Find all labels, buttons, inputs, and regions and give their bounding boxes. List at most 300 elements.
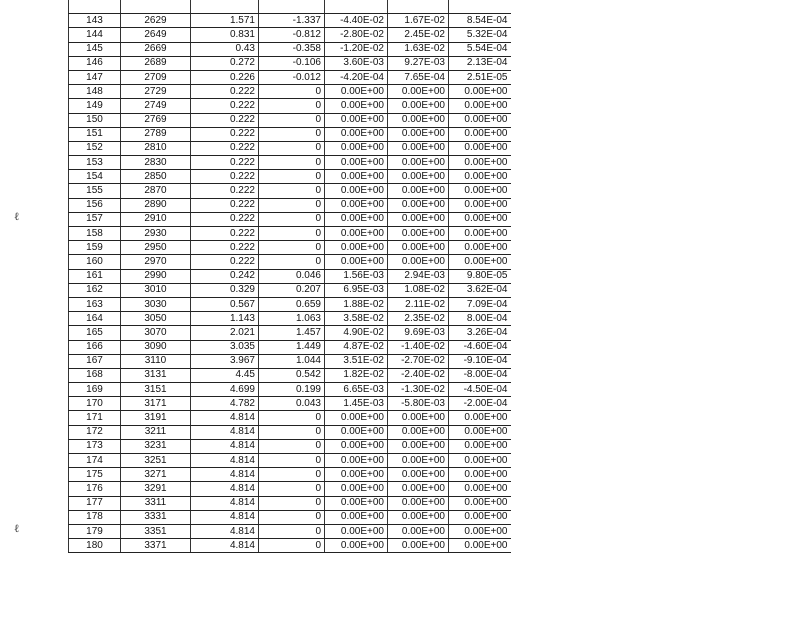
- table-cell: 0.199: [259, 383, 325, 397]
- table-cell: 151: [69, 127, 121, 141]
- table-cell: 0.222: [191, 156, 259, 170]
- table-row: [69, 170, 511, 184]
- table-row: [69, 283, 511, 297]
- table-cell: 0.00E+00: [388, 510, 449, 524]
- table-cell: 0.00E+00: [325, 198, 388, 212]
- table-cell: -2.80E-02: [325, 28, 388, 42]
- table-cell: 3171: [121, 397, 191, 411]
- table-cell: 2990: [121, 269, 191, 283]
- table-row: [69, 368, 511, 382]
- table-cell: 0.222: [191, 241, 259, 255]
- table-cell: 4.814: [191, 482, 259, 496]
- table-row: [69, 425, 511, 439]
- table-cell: 0.00E+00: [325, 85, 388, 99]
- table-row: [69, 312, 511, 326]
- table-cell: 2709: [121, 70, 191, 84]
- table-cell: 0.00E+00: [325, 255, 388, 269]
- table-cell: 2.45E-02: [388, 28, 449, 42]
- table-cell: 0.00E+00: [325, 524, 388, 538]
- table-cell: 0.00E+00: [325, 241, 388, 255]
- table-row: [69, 113, 511, 127]
- table-cell: 2649: [121, 28, 191, 42]
- table-cell: 0.222: [191, 184, 259, 198]
- table-cell: 0.00E+00: [325, 227, 388, 241]
- table-cell: 0.222: [191, 141, 259, 155]
- table-cell: 0.00E+00: [388, 439, 449, 453]
- table-cell: 0: [259, 454, 325, 468]
- table-cell: 153: [69, 156, 121, 170]
- table-cell: 2.13E-04: [449, 56, 511, 70]
- table-cell: 1.56E-03: [325, 269, 388, 283]
- table-cell: [259, 0, 325, 14]
- table-cell: 146: [69, 56, 121, 70]
- table-row: [69, 212, 511, 226]
- table-cell: 0.00E+00: [325, 539, 388, 553]
- table-cell: 0.00E+00: [449, 425, 511, 439]
- table-cell: -0.812: [259, 28, 325, 42]
- table-cell: 171: [69, 411, 121, 425]
- table-cell: 178: [69, 510, 121, 524]
- table-cell: 175: [69, 468, 121, 482]
- table-cell: 3151: [121, 383, 191, 397]
- table-cell: 0.00E+00: [449, 184, 511, 198]
- table-cell: 0.222: [191, 99, 259, 113]
- table-cell: 2729: [121, 85, 191, 99]
- table-cell: -2.70E-02: [388, 354, 449, 368]
- table-cell: 9.69E-03: [388, 326, 449, 340]
- table-cell: 0: [259, 85, 325, 99]
- table-cell: 0.00E+00: [388, 539, 449, 553]
- table-cell: 1.08E-02: [388, 283, 449, 297]
- table-row: [69, 70, 511, 84]
- table-cell: 0: [259, 170, 325, 184]
- table-cell: -4.60E-04: [449, 340, 511, 354]
- table-cell: -2.40E-02: [388, 368, 449, 382]
- table-cell: 0.00E+00: [325, 170, 388, 184]
- table-cell: 0.831: [191, 28, 259, 42]
- table-cell: 4.814: [191, 425, 259, 439]
- table-cell: -1.40E-02: [388, 340, 449, 354]
- table-cell: 172: [69, 425, 121, 439]
- table-cell: 4.814: [191, 510, 259, 524]
- table-cell: 0.00E+00: [388, 454, 449, 468]
- table-cell: 2890: [121, 198, 191, 212]
- table-cell: 0.00E+00: [388, 241, 449, 255]
- table-cell: 165: [69, 326, 121, 340]
- table-cell: 4.782: [191, 397, 259, 411]
- table-cell: 2669: [121, 42, 191, 56]
- table-cell: 3231: [121, 439, 191, 453]
- table-cell: 6.95E-03: [325, 283, 388, 297]
- table-cell: [191, 0, 259, 14]
- table-cell: 2749: [121, 99, 191, 113]
- table-cell: 0.00E+00: [449, 198, 511, 212]
- table-cell: 0.00E+00: [388, 496, 449, 510]
- table-cell: 1.82E-02: [325, 368, 388, 382]
- table-cell: 0.00E+00: [449, 510, 511, 524]
- table-cell: 149: [69, 99, 121, 113]
- table-cell: 8.00E-04: [449, 312, 511, 326]
- table-cell: 3371: [121, 539, 191, 553]
- table-cell: 0.00E+00: [388, 524, 449, 538]
- table-cell: 5.32E-04: [449, 28, 511, 42]
- table-row: [69, 340, 511, 354]
- table-cell: 0: [259, 411, 325, 425]
- table-cell: 0.207: [259, 283, 325, 297]
- table-cell: 176: [69, 482, 121, 496]
- table-cell: 0.00E+00: [325, 454, 388, 468]
- table-cell: 0: [259, 156, 325, 170]
- table-cell: 0.222: [191, 255, 259, 269]
- table-cell: 0.046: [259, 269, 325, 283]
- table-cell: 0: [259, 510, 325, 524]
- table-cell: 161: [69, 269, 121, 283]
- table-cell: 0.00E+00: [325, 141, 388, 155]
- table-cell: 3030: [121, 297, 191, 311]
- table-cell: 155: [69, 184, 121, 198]
- table-cell: 0.043: [259, 397, 325, 411]
- table-cell: 0.329: [191, 283, 259, 297]
- table-cell: 0.542: [259, 368, 325, 382]
- table-cell: -0.106: [259, 56, 325, 70]
- table-cell: 0.00E+00: [449, 212, 511, 226]
- table-cell: 158: [69, 227, 121, 241]
- scan-mark: ℓ: [14, 522, 20, 535]
- table-cell: 0: [259, 227, 325, 241]
- table-row: [69, 468, 511, 482]
- table-cell: 3.58E-02: [325, 312, 388, 326]
- table-cell: 159: [69, 241, 121, 255]
- table-cell: 0.00E+00: [325, 156, 388, 170]
- table-cell: 3070: [121, 326, 191, 340]
- table-cell: -8.00E-04: [449, 368, 511, 382]
- table-row: [69, 354, 511, 368]
- table-cell: 1.67E-02: [388, 14, 449, 28]
- table-row: [69, 85, 511, 99]
- table-cell: 157: [69, 212, 121, 226]
- table-row: [69, 482, 511, 496]
- table-cell: 0: [259, 524, 325, 538]
- table-cell: -2.00E-04: [449, 397, 511, 411]
- table-cell: 179: [69, 524, 121, 538]
- table-cell: 0.00E+00: [388, 141, 449, 155]
- table-cell: 2930: [121, 227, 191, 241]
- table-cell: 0.00E+00: [388, 468, 449, 482]
- table-row: [69, 539, 511, 553]
- table-cell: 2.021: [191, 326, 259, 340]
- table-cell: 3.60E-03: [325, 56, 388, 70]
- table-row: [69, 0, 511, 14]
- table-cell: 9.80E-05: [449, 269, 511, 283]
- table-cell: 3090: [121, 340, 191, 354]
- table-row: [69, 241, 511, 255]
- table-cell: 3331: [121, 510, 191, 524]
- table-cell: 169: [69, 383, 121, 397]
- table-cell: -1.30E-02: [388, 383, 449, 397]
- table-cell: 173: [69, 439, 121, 453]
- table-cell: 4.814: [191, 524, 259, 538]
- table-cell: 0.00E+00: [388, 411, 449, 425]
- table-cell: 0.00E+00: [388, 127, 449, 141]
- table-cell: 3291: [121, 482, 191, 496]
- table-cell: 0: [259, 212, 325, 226]
- table-cell: 0.00E+00: [325, 411, 388, 425]
- table-row: [69, 496, 511, 510]
- table-row: [69, 56, 511, 70]
- table-cell: 145: [69, 42, 121, 56]
- table-cell: 0.222: [191, 85, 259, 99]
- table-cell: 0.00E+00: [449, 454, 511, 468]
- table-cell: 168: [69, 368, 121, 382]
- table-cell: 3211: [121, 425, 191, 439]
- table-row: [69, 397, 511, 411]
- table-cell: 0.222: [191, 198, 259, 212]
- table-cell: 0.00E+00: [388, 425, 449, 439]
- table-cell: 0.00E+00: [388, 198, 449, 212]
- table-cell: 0: [259, 241, 325, 255]
- table-cell: 0: [259, 496, 325, 510]
- table-cell: 0.00E+00: [449, 99, 511, 113]
- table-cell: 3.51E-02: [325, 354, 388, 368]
- table-cell: -0.012: [259, 70, 325, 84]
- table-cell: 3.26E-04: [449, 326, 511, 340]
- table-cell: -1.337: [259, 14, 325, 28]
- table-cell: 2810: [121, 141, 191, 155]
- table-row: [69, 255, 511, 269]
- table-cell: [388, 0, 449, 14]
- table-cell: 144: [69, 28, 121, 42]
- table-cell: 3311: [121, 496, 191, 510]
- table-row: [69, 383, 511, 397]
- table-cell: 4.814: [191, 468, 259, 482]
- table-cell: 8.54E-04: [449, 14, 511, 28]
- table-cell: 6.65E-03: [325, 383, 388, 397]
- table-cell: 3010: [121, 283, 191, 297]
- table-cell: 0.00E+00: [325, 439, 388, 453]
- table-cell: 0: [259, 482, 325, 496]
- table-cell: 163: [69, 297, 121, 311]
- table-row: [69, 297, 511, 311]
- table-cell: 4.814: [191, 454, 259, 468]
- table-cell: 152: [69, 141, 121, 155]
- table-cell: -4.50E-04: [449, 383, 511, 397]
- table-cell: 166: [69, 340, 121, 354]
- table-cell: 0.00E+00: [449, 255, 511, 269]
- table-cell: 0.222: [191, 113, 259, 127]
- table-cell: 4.814: [191, 411, 259, 425]
- table-cell: [325, 0, 388, 14]
- table-cell: 0.00E+00: [388, 85, 449, 99]
- table-cell: -4.40E-02: [325, 14, 388, 28]
- table-cell: 143: [69, 14, 121, 28]
- table-cell: 0: [259, 141, 325, 155]
- table-cell: 4.814: [191, 439, 259, 453]
- data-table: [68, 0, 511, 553]
- table-cell: 3351: [121, 524, 191, 538]
- table-row: [69, 227, 511, 241]
- table-cell: 0.567: [191, 297, 259, 311]
- table-cell: 1.457: [259, 326, 325, 340]
- table-cell: 0.00E+00: [388, 113, 449, 127]
- table-cell: 0.00E+00: [449, 439, 511, 453]
- table-cell: 0.222: [191, 170, 259, 184]
- table-cell: 174: [69, 454, 121, 468]
- table-row: [69, 326, 511, 340]
- table-cell: 1.063: [259, 312, 325, 326]
- table-cell: 0.00E+00: [325, 113, 388, 127]
- table-row: [69, 198, 511, 212]
- table-cell: 4.90E-02: [325, 326, 388, 340]
- table-cell: 0.226: [191, 70, 259, 84]
- table-cell: 0.00E+00: [325, 468, 388, 482]
- table-cell: 2870: [121, 184, 191, 198]
- table-cell: 167: [69, 354, 121, 368]
- table-cell: [69, 0, 121, 14]
- table-row: [69, 141, 511, 155]
- table-cell: 0.00E+00: [388, 156, 449, 170]
- table-cell: 0.00E+00: [449, 156, 511, 170]
- table-cell: 0.659: [259, 297, 325, 311]
- table-cell: 5.54E-04: [449, 42, 511, 56]
- table-cell: 156: [69, 198, 121, 212]
- table-cell: [449, 0, 511, 14]
- table-cell: 0.00E+00: [449, 170, 511, 184]
- table-cell: 0: [259, 539, 325, 553]
- table-cell: 3110: [121, 354, 191, 368]
- table-cell: 2.35E-02: [388, 312, 449, 326]
- table-cell: 150: [69, 113, 121, 127]
- table-cell: 0: [259, 439, 325, 453]
- table-cell: 4.814: [191, 539, 259, 553]
- table-cell: 7.09E-04: [449, 297, 511, 311]
- table-cell: 0.00E+00: [388, 99, 449, 113]
- table-row: [69, 439, 511, 453]
- table-cell: 0.00E+00: [449, 141, 511, 155]
- table-cell: 0: [259, 425, 325, 439]
- table-cell: [121, 0, 191, 14]
- table-row: [69, 411, 511, 425]
- table-cell: 0.00E+00: [449, 85, 511, 99]
- table-row: [69, 454, 511, 468]
- table-cell: 0.00E+00: [388, 184, 449, 198]
- table-cell: 0.00E+00: [325, 212, 388, 226]
- table-cell: 1.45E-03: [325, 397, 388, 411]
- table-cell: 0: [259, 198, 325, 212]
- table-cell: 1.044: [259, 354, 325, 368]
- table-cell: 2970: [121, 255, 191, 269]
- table-cell: 0: [259, 127, 325, 141]
- table-cell: 3.967: [191, 354, 259, 368]
- table-cell: 0.00E+00: [449, 496, 511, 510]
- table-cell: 0.00E+00: [449, 127, 511, 141]
- table-row: [69, 127, 511, 141]
- table-cell: 2.11E-02: [388, 297, 449, 311]
- table-cell: 2689: [121, 56, 191, 70]
- table-cell: 3271: [121, 468, 191, 482]
- table-cell: 0.00E+00: [449, 411, 511, 425]
- table-cell: 0: [259, 255, 325, 269]
- table-cell: 3191: [121, 411, 191, 425]
- table-cell: 2950: [121, 241, 191, 255]
- table-cell: 0.222: [191, 227, 259, 241]
- table-cell: 0.222: [191, 212, 259, 226]
- table-row: [69, 99, 511, 113]
- table-cell: 0: [259, 468, 325, 482]
- table-cell: 147: [69, 70, 121, 84]
- table-cell: -0.358: [259, 42, 325, 56]
- table-cell: 4.814: [191, 496, 259, 510]
- table-cell: 160: [69, 255, 121, 269]
- table-cell: 0.00E+00: [388, 255, 449, 269]
- table-cell: 177: [69, 496, 121, 510]
- table-cell: 0.00E+00: [449, 113, 511, 127]
- table-cell: 2789: [121, 127, 191, 141]
- table-cell: 154: [69, 170, 121, 184]
- table-cell: 0.00E+00: [325, 99, 388, 113]
- table-cell: 2910: [121, 212, 191, 226]
- table-cell: 0.00E+00: [388, 482, 449, 496]
- table-cell: 2.94E-03: [388, 269, 449, 283]
- table-cell: 0.43: [191, 42, 259, 56]
- table-cell: 0.00E+00: [449, 539, 511, 553]
- table-row: [69, 269, 511, 283]
- table-cell: 0.00E+00: [325, 510, 388, 524]
- table-cell: 2830: [121, 156, 191, 170]
- table-cell: 0.00E+00: [388, 212, 449, 226]
- table-cell: 4.45: [191, 368, 259, 382]
- table-cell: 0.00E+00: [449, 227, 511, 241]
- table-cell: 148: [69, 85, 121, 99]
- table-cell: 0.00E+00: [325, 127, 388, 141]
- table-cell: 0.242: [191, 269, 259, 283]
- table-cell: 1.571: [191, 14, 259, 28]
- table-cell: 0: [259, 113, 325, 127]
- table-cell: -9.10E-04: [449, 354, 511, 368]
- table-cell: 0.222: [191, 127, 259, 141]
- table-cell: 1.143: [191, 312, 259, 326]
- table-cell: 170: [69, 397, 121, 411]
- table-cell: 4.699: [191, 383, 259, 397]
- table-cell: 0.00E+00: [325, 496, 388, 510]
- table-cell: 0.00E+00: [388, 227, 449, 241]
- table-cell: 0.00E+00: [449, 468, 511, 482]
- table-cell: 4.87E-02: [325, 340, 388, 354]
- table-cell: 0.00E+00: [325, 425, 388, 439]
- table-cell: 0.00E+00: [325, 184, 388, 198]
- table-cell: 9.27E-03: [388, 56, 449, 70]
- table-cell: 162: [69, 283, 121, 297]
- table-cell: 0.00E+00: [449, 524, 511, 538]
- table-cell: 3.035: [191, 340, 259, 354]
- table-cell: 2850: [121, 170, 191, 184]
- table-cell: 0.00E+00: [449, 241, 511, 255]
- table-row: [69, 510, 511, 524]
- table-cell: 3251: [121, 454, 191, 468]
- table-cell: 0.00E+00: [449, 482, 511, 496]
- table-cell: 3131: [121, 368, 191, 382]
- table-cell: 0.00E+00: [325, 482, 388, 496]
- table-cell: 3.62E-04: [449, 283, 511, 297]
- table-cell: -4.20E-04: [325, 70, 388, 84]
- table-row: [69, 184, 511, 198]
- table-cell: 1.63E-02: [388, 42, 449, 56]
- table-cell: -5.80E-03: [388, 397, 449, 411]
- table-row: [69, 524, 511, 538]
- table-cell: 164: [69, 312, 121, 326]
- table-cell: 0: [259, 184, 325, 198]
- spreadsheet-table: [68, 0, 511, 553]
- table-cell: -1.20E-02: [325, 42, 388, 56]
